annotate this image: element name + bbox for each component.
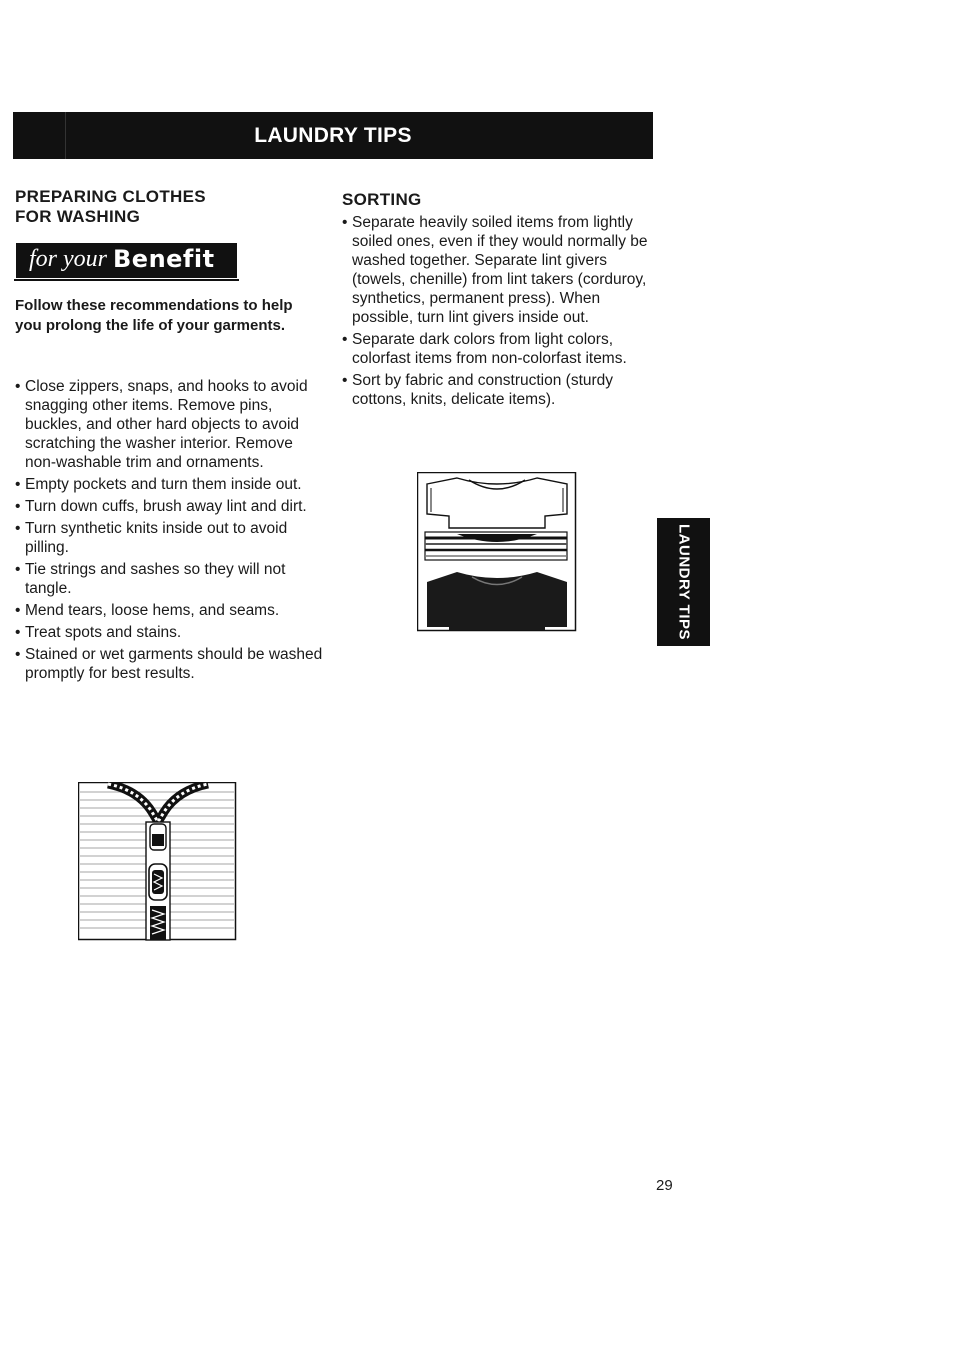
list-item: • Mend tears, loose hems, and seams. bbox=[15, 601, 325, 620]
sorting-heading: SORTING bbox=[342, 190, 422, 209]
section-title: LAUNDRY TIPS bbox=[254, 124, 412, 147]
page-number: 29 bbox=[656, 1177, 673, 1194]
list-item: • Empty pockets and turn them inside out. bbox=[15, 475, 325, 494]
for-your-benefit-badge bbox=[16, 243, 237, 278]
badge-underline bbox=[14, 279, 239, 281]
intro-text: Follow these recommendations to help you prolong the life of your garments. bbox=[15, 297, 293, 334]
sorting-list bbox=[342, 213, 662, 412]
list-item: • Turn down cuffs, brush away lint and dirt. bbox=[15, 497, 325, 516]
section-banner bbox=[13, 112, 653, 159]
side-tab-label: LAUNDRY TIPS bbox=[675, 523, 692, 641]
list-item: • Turn synthetic knits inside out to avoid pilling. bbox=[15, 519, 325, 557]
list-item: • Stained or wet garments should be washed promptly for best results. bbox=[15, 645, 325, 683]
side-tab bbox=[657, 518, 710, 646]
zipper-illustration bbox=[78, 782, 238, 942]
list-item: • Sort by fabric and construction (sturdy cottons, knits, delicate items). bbox=[342, 371, 662, 409]
list-item: • Separate dark colors from light colors, colorfast items from non-colorfast items. bbox=[342, 330, 662, 368]
badge-script-text: for your bbox=[29, 245, 107, 272]
sorted-shirts-illustration bbox=[417, 472, 577, 632]
list-item: • Close zippers, snaps, and hooks to avoid snagging other items. Remove pins, buckles, and other hard objects to avoid scratching the washer interior. Remove non-washable trim and ornaments. bbox=[15, 377, 325, 472]
list-item: • Separate heavily soiled items from lightly soiled ones, even if they would normally be washed together. Separate lint givers (towels, chenille) from lint takers (corduroy, synthetics, permanent press). When possible, turn lint givers inside out. bbox=[342, 213, 662, 327]
list-item: • Treat spots and stains. bbox=[15, 623, 325, 642]
preparing-heading-line2: FOR WASHING bbox=[15, 207, 141, 226]
badge-word-text: Benefit bbox=[113, 245, 215, 273]
preparing-list bbox=[15, 377, 325, 686]
list-item: • Tie strings and sashes so they will not tangle. bbox=[15, 560, 325, 598]
preparing-heading-line1: PREPARING CLOTHES bbox=[15, 187, 206, 206]
preparing-heading bbox=[15, 187, 206, 227]
